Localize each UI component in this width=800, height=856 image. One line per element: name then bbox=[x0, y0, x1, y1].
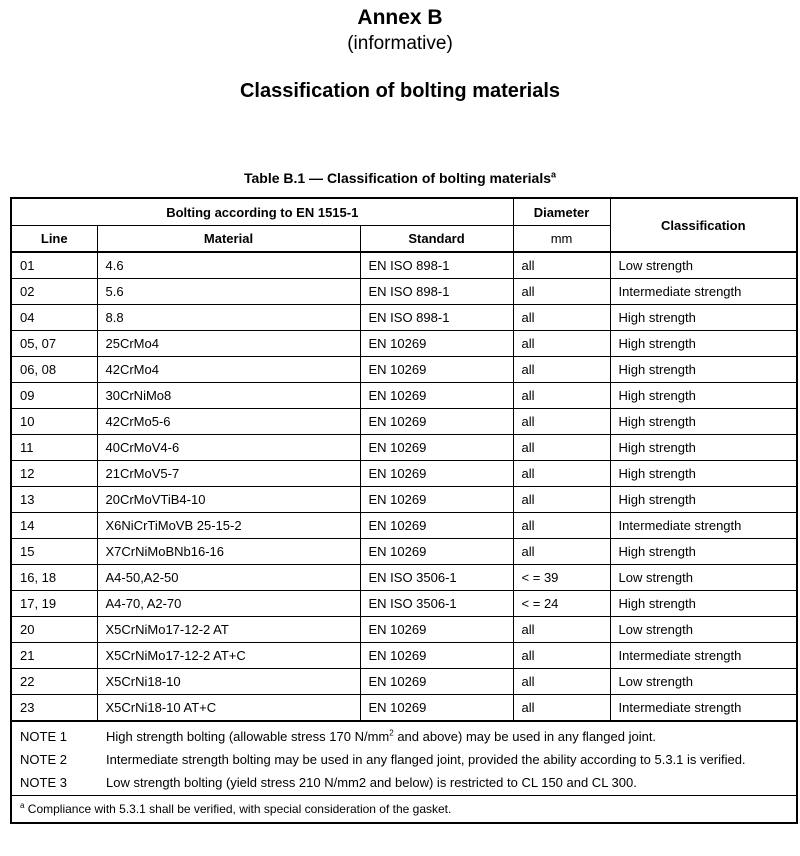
cell-diameter: all bbox=[513, 617, 610, 643]
cell-classification: High strength bbox=[610, 409, 797, 435]
section-heading: Classification of bolting materials bbox=[239, 80, 561, 102]
cell-classification: High strength bbox=[610, 331, 797, 357]
cell-standard: EN 10269 bbox=[360, 331, 513, 357]
cell-diameter: all bbox=[513, 383, 610, 409]
cell-standard: EN 10269 bbox=[360, 409, 513, 435]
table-row bbox=[11, 279, 797, 305]
cell-material: 5.6 bbox=[97, 279, 360, 305]
cell-classification: Low strength bbox=[610, 252, 797, 279]
table-row bbox=[11, 695, 797, 722]
table-row bbox=[11, 669, 797, 695]
footnote-text: Compliance with 5.3.1 shall be verified, with special consideration of the gasket. bbox=[24, 802, 452, 816]
cell-diameter: all bbox=[513, 279, 610, 305]
table-row bbox=[11, 409, 797, 435]
cell-classification: Intermediate strength bbox=[610, 695, 797, 722]
cell-classification: Intermediate strength bbox=[610, 643, 797, 669]
cell-material: A4-70, A2-70 bbox=[97, 591, 360, 617]
cell-line: 23 bbox=[11, 695, 97, 722]
cell-material: X6NiCrTiMoVB 25-15-2 bbox=[97, 513, 360, 539]
cell-material: A4-50,A2-50 bbox=[97, 565, 360, 591]
cell-diameter: all bbox=[513, 461, 610, 487]
cell-diameter: all bbox=[513, 695, 610, 722]
note-label: NOTE 1 bbox=[20, 729, 67, 744]
cell-standard: EN ISO 898-1 bbox=[360, 252, 513, 279]
cell-standard: EN 10269 bbox=[360, 695, 513, 722]
cell-standard: EN 10269 bbox=[360, 461, 513, 487]
cell-material: 30CrNiMo8 bbox=[97, 383, 360, 409]
note-3 bbox=[20, 774, 788, 791]
annex-subtitle: (informative) bbox=[347, 33, 453, 54]
cell-standard: EN 10269 bbox=[360, 357, 513, 383]
cell-diameter: all bbox=[513, 357, 610, 383]
cell-classification: Low strength bbox=[610, 565, 797, 591]
cell-material: 4.6 bbox=[97, 252, 360, 279]
cell-classification: Intermediate strength bbox=[610, 513, 797, 539]
cell-standard: EN 10269 bbox=[360, 643, 513, 669]
cell-material: 25CrMo4 bbox=[97, 331, 360, 357]
table-row bbox=[11, 565, 797, 591]
footnote-mark: a bbox=[20, 801, 25, 810]
cell-material: 40CrMoV4-6 bbox=[97, 435, 360, 461]
annex-title: Annex B bbox=[357, 6, 443, 29]
cell-classification: Low strength bbox=[610, 669, 797, 695]
table-row bbox=[11, 357, 797, 383]
cell-classification: High strength bbox=[610, 591, 797, 617]
cell-material: X5CrNiMo17-12-2 AT+C bbox=[97, 643, 360, 669]
table-row bbox=[11, 591, 797, 617]
cell-standard: EN ISO 3506-1 bbox=[360, 591, 513, 617]
cell-standard: EN 10269 bbox=[360, 539, 513, 565]
note-1 bbox=[20, 728, 788, 745]
table-row bbox=[11, 643, 797, 669]
group-header: Bolting according to EN 1515-1 bbox=[11, 198, 513, 226]
line-header: Line bbox=[11, 226, 97, 253]
cell-material: X5CrNi18-10 AT+C bbox=[97, 695, 360, 722]
cell-line: 02 bbox=[11, 279, 97, 305]
cell-line: 14 bbox=[11, 513, 97, 539]
cell-diameter: all bbox=[513, 409, 610, 435]
cell-diameter: all bbox=[513, 669, 610, 695]
note-label: NOTE 2 bbox=[20, 752, 67, 767]
cell-diameter: < = 39 bbox=[513, 565, 610, 591]
classification-table bbox=[10, 197, 798, 824]
note-2 bbox=[20, 751, 788, 768]
diameter-header: Diameter bbox=[513, 198, 610, 226]
table-row bbox=[11, 331, 797, 357]
cell-material: X5CrNiMo17-12-2 AT bbox=[97, 617, 360, 643]
cell-line: 16, 18 bbox=[11, 565, 97, 591]
cell-material: 20CrMoVTiB4-10 bbox=[97, 487, 360, 513]
cell-line: 20 bbox=[11, 617, 97, 643]
note-text: Low strength bolting (yield stress 210 N/mm2 and below) is restricted to CL 150 and CL 300. bbox=[106, 775, 637, 790]
table-row bbox=[11, 305, 797, 331]
cell-standard: EN 10269 bbox=[360, 513, 513, 539]
cell-standard: EN ISO 898-1 bbox=[360, 279, 513, 305]
cell-diameter: all bbox=[513, 331, 610, 357]
table-caption bbox=[0, 170, 800, 186]
cell-classification: High strength bbox=[610, 383, 797, 409]
table-caption-text: Table B.1 — Classification of bolting materials bbox=[243, 170, 551, 186]
cell-standard: EN ISO 3506-1 bbox=[360, 565, 513, 591]
cell-classification: High strength bbox=[610, 357, 797, 383]
table-row bbox=[11, 539, 797, 565]
cell-standard: EN 10269 bbox=[360, 383, 513, 409]
cell-material: 8.8 bbox=[97, 305, 360, 331]
cell-standard: EN 10269 bbox=[360, 669, 513, 695]
footnote bbox=[11, 796, 797, 824]
cell-standard: EN 10269 bbox=[360, 487, 513, 513]
cell-diameter: all bbox=[513, 487, 610, 513]
table-row bbox=[11, 617, 797, 643]
cell-line: 15 bbox=[11, 539, 97, 565]
cell-line: 04 bbox=[11, 305, 97, 331]
diameter-unit-header: mm bbox=[513, 226, 610, 253]
cell-diameter: < = 24 bbox=[513, 591, 610, 617]
cell-classification: High strength bbox=[610, 435, 797, 461]
cell-line: 11 bbox=[11, 435, 97, 461]
cell-standard: EN 10269 bbox=[360, 435, 513, 461]
cell-line: 12 bbox=[11, 461, 97, 487]
cell-diameter: all bbox=[513, 643, 610, 669]
cell-line: 01 bbox=[11, 252, 97, 279]
cell-material: X7CrNiMoBNb16-16 bbox=[97, 539, 360, 565]
cell-classification: Intermediate strength bbox=[610, 279, 797, 305]
table-row bbox=[11, 461, 797, 487]
cell-line: 22 bbox=[11, 669, 97, 695]
cell-classification: Low strength bbox=[610, 617, 797, 643]
table-row bbox=[11, 252, 797, 279]
cell-material: 42CrMo4 bbox=[97, 357, 360, 383]
note-text: High strength bolting (allowable stress 170 $N/mm^2$ and above) may be used in any flanged joint. bbox=[106, 728, 657, 744]
cell-classification: High strength bbox=[610, 539, 797, 565]
cell-classification: High strength bbox=[610, 305, 797, 331]
cell-line: 13 bbox=[11, 487, 97, 513]
cell-material: 42CrMo5-6 bbox=[97, 409, 360, 435]
cell-diameter: all bbox=[513, 435, 610, 461]
cell-line: 05, 07 bbox=[11, 331, 97, 357]
classification-header: Classification bbox=[610, 198, 797, 252]
cell-classification: High strength bbox=[610, 487, 797, 513]
cell-material: X5CrNi18-10 bbox=[97, 669, 360, 695]
caption-footnote-mark: a bbox=[551, 169, 557, 180]
notes-cell bbox=[11, 721, 797, 796]
cell-diameter: all bbox=[513, 539, 610, 565]
table-row bbox=[11, 435, 797, 461]
cell-diameter: all bbox=[513, 513, 610, 539]
cell-material: 21CrMoV5-7 bbox=[97, 461, 360, 487]
cell-standard: EN 10269 bbox=[360, 617, 513, 643]
cell-line: 21 bbox=[11, 643, 97, 669]
table-row bbox=[11, 487, 797, 513]
cell-line: 09 bbox=[11, 383, 97, 409]
cell-standard: EN ISO 898-1 bbox=[360, 305, 513, 331]
material-header: Material bbox=[97, 226, 360, 253]
table-row bbox=[11, 383, 797, 409]
cell-line: 17, 19 bbox=[11, 591, 97, 617]
cell-classification: High strength bbox=[610, 461, 797, 487]
table-row bbox=[11, 513, 797, 539]
note-text: Intermediate strength bolting may be used in any flanged joint, provided the ability according to 5.3.1 is verified. bbox=[106, 752, 746, 767]
table-body bbox=[11, 252, 797, 721]
cell-line: 06, 08 bbox=[11, 357, 97, 383]
cell-line: 10 bbox=[11, 409, 97, 435]
standard-header: Standard bbox=[360, 226, 513, 253]
cell-diameter: all bbox=[513, 305, 610, 331]
note-label: NOTE 3 bbox=[20, 775, 67, 790]
cell-diameter: all bbox=[513, 252, 610, 279]
